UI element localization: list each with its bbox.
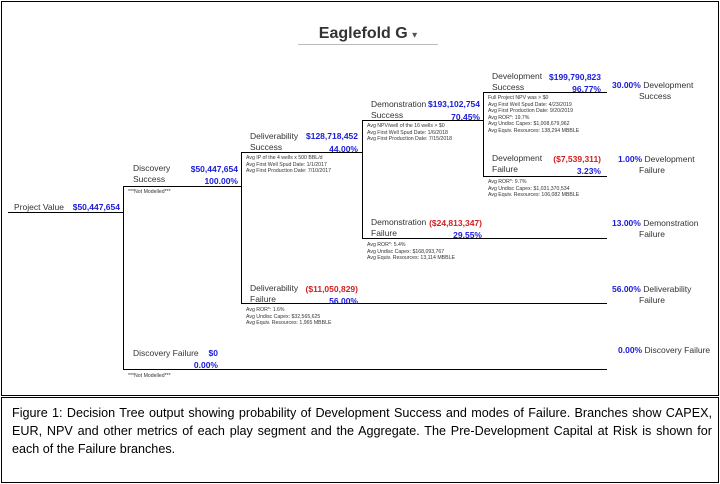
development-success-note: Full Project NPV was > $0 Avg First Well Spud Date: 4/23/2019 Avg First Production Date: 9/20/2019 Avg ROR*: 19.7% Avg Undisc Capex: $1,008,679,962 Avg Equiv. Resources: 138,294 MBBLE <box>488 95 580 134</box>
deliverability-failure-note: Avg ROR*: 1.6% Avg Undisc Capex: $32,565,625 Avg Equiv. Resources: 1,965 MBBLE <box>246 307 332 327</box>
development-split-line <box>483 92 484 176</box>
deliverability-failure-label: Deliverability Failure <box>250 283 299 304</box>
figure-caption: Figure 1: Decision Tree output showing probability of Development Success and modes of Failure. Branches show CAPEX, EUR, NPV and other metrics of each play segment and the Aggregate. The Pre-Development Capital at Risk is shown for each of the Failure branches. <box>12 406 712 456</box>
deliverability-success-value: $128,718,452 <box>306 131 358 141</box>
deliverability-failure-value: ($11,050,829) <box>305 284 358 294</box>
discovery-success-value: $50,447,654 <box>190 164 238 174</box>
demonstration-success-note: Avg NPV/well of the 16 wells > $0 Avg First Well Spud Date: 1/6/2018 Avg First Production Date: 7/15/2018 <box>367 123 452 143</box>
demonstration-split-line <box>362 120 363 238</box>
development-success-label: Development Success <box>492 71 543 92</box>
development-success-value: $199,790,823 <box>549 72 601 82</box>
discovery-success-note: ***Not Modelled*** <box>128 189 171 195</box>
discovery-success-label: Discovery Success <box>133 163 171 184</box>
outcome-development-success: 30.00% Development Success <box>612 80 694 101</box>
development-failure-probability: 3.23% <box>576 166 601 176</box>
outcome-development-failure: 1.00% Development Failure <box>618 154 695 175</box>
discovery-failure-value: $0 <box>208 348 218 358</box>
deliverability-success-label: Deliverability Success <box>250 131 299 152</box>
discovery-split-line <box>123 186 124 369</box>
demonstration-success-probability: 70.45% <box>451 112 480 122</box>
development-success-probability: 96.77% <box>572 84 601 94</box>
outcome-demonstration-failure: 13.00% Demonstration Failure <box>612 218 699 239</box>
development-failure-value: ($7,539,311) <box>553 154 601 164</box>
outcome-deliverability-failure: 56.00% Deliverability Failure <box>612 284 692 305</box>
demonstration-success-label: Demonstration Success <box>371 99 427 120</box>
demonstration-failure-label: Demonstration Failure <box>371 217 427 238</box>
root-value: $50,447,654 <box>72 202 120 212</box>
diagram-frame <box>1 1 719 396</box>
caption-box <box>1 397 719 483</box>
deliverability-success-probability: 44.00% <box>329 144 358 154</box>
development-failure-note: Avg ROR*: 9.7% Avg Undisc Capex: $1,031,370,534 Avg Equiv. Resources: 106,082 MBBLE <box>488 179 580 199</box>
demonstration-failure-note: Avg ROR*: 5.4% Avg Undisc Capex: $168,093,767 Avg Equiv. Resources: 13,114 MBBLE <box>367 242 455 262</box>
deliverability-split-line <box>241 152 242 303</box>
outcome-discovery-failure: 0.00% Discovery Failure <box>618 345 711 355</box>
development-failure-branch <box>483 176 607 177</box>
demonstration-success-value: $193,102,754 <box>428 99 480 109</box>
play-title: Eaglefold G <box>318 25 408 42</box>
chevron-down-icon: ▾ <box>412 30 418 41</box>
root-label: Project Value <box>14 202 64 212</box>
deliverability-failure-probability: 56.00% <box>329 296 358 306</box>
discovery-failure-probability: 0.00% <box>193 360 218 370</box>
play-selector[interactable] <box>298 25 438 43</box>
discovery-success-probability: 100.00% <box>204 176 238 186</box>
development-failure-label: Development Failure <box>492 153 543 174</box>
demonstration-failure-value: ($24,813,347) <box>429 218 482 228</box>
demonstration-failure-probability: 29.55% <box>453 230 482 240</box>
discovery-failure-label: Discovery Failure <box>133 348 199 358</box>
deliverability-success-note: Avg IP of the 4 wells x 500 BBL/d Avg First Well Spud Date: 1/1/2017 Avg First Production Date: 7/10/2017 <box>246 155 331 175</box>
title-underline <box>298 44 438 45</box>
discovery-success-branch <box>123 186 241 187</box>
discovery-failure-note: ***Not Modelled*** <box>128 373 171 379</box>
